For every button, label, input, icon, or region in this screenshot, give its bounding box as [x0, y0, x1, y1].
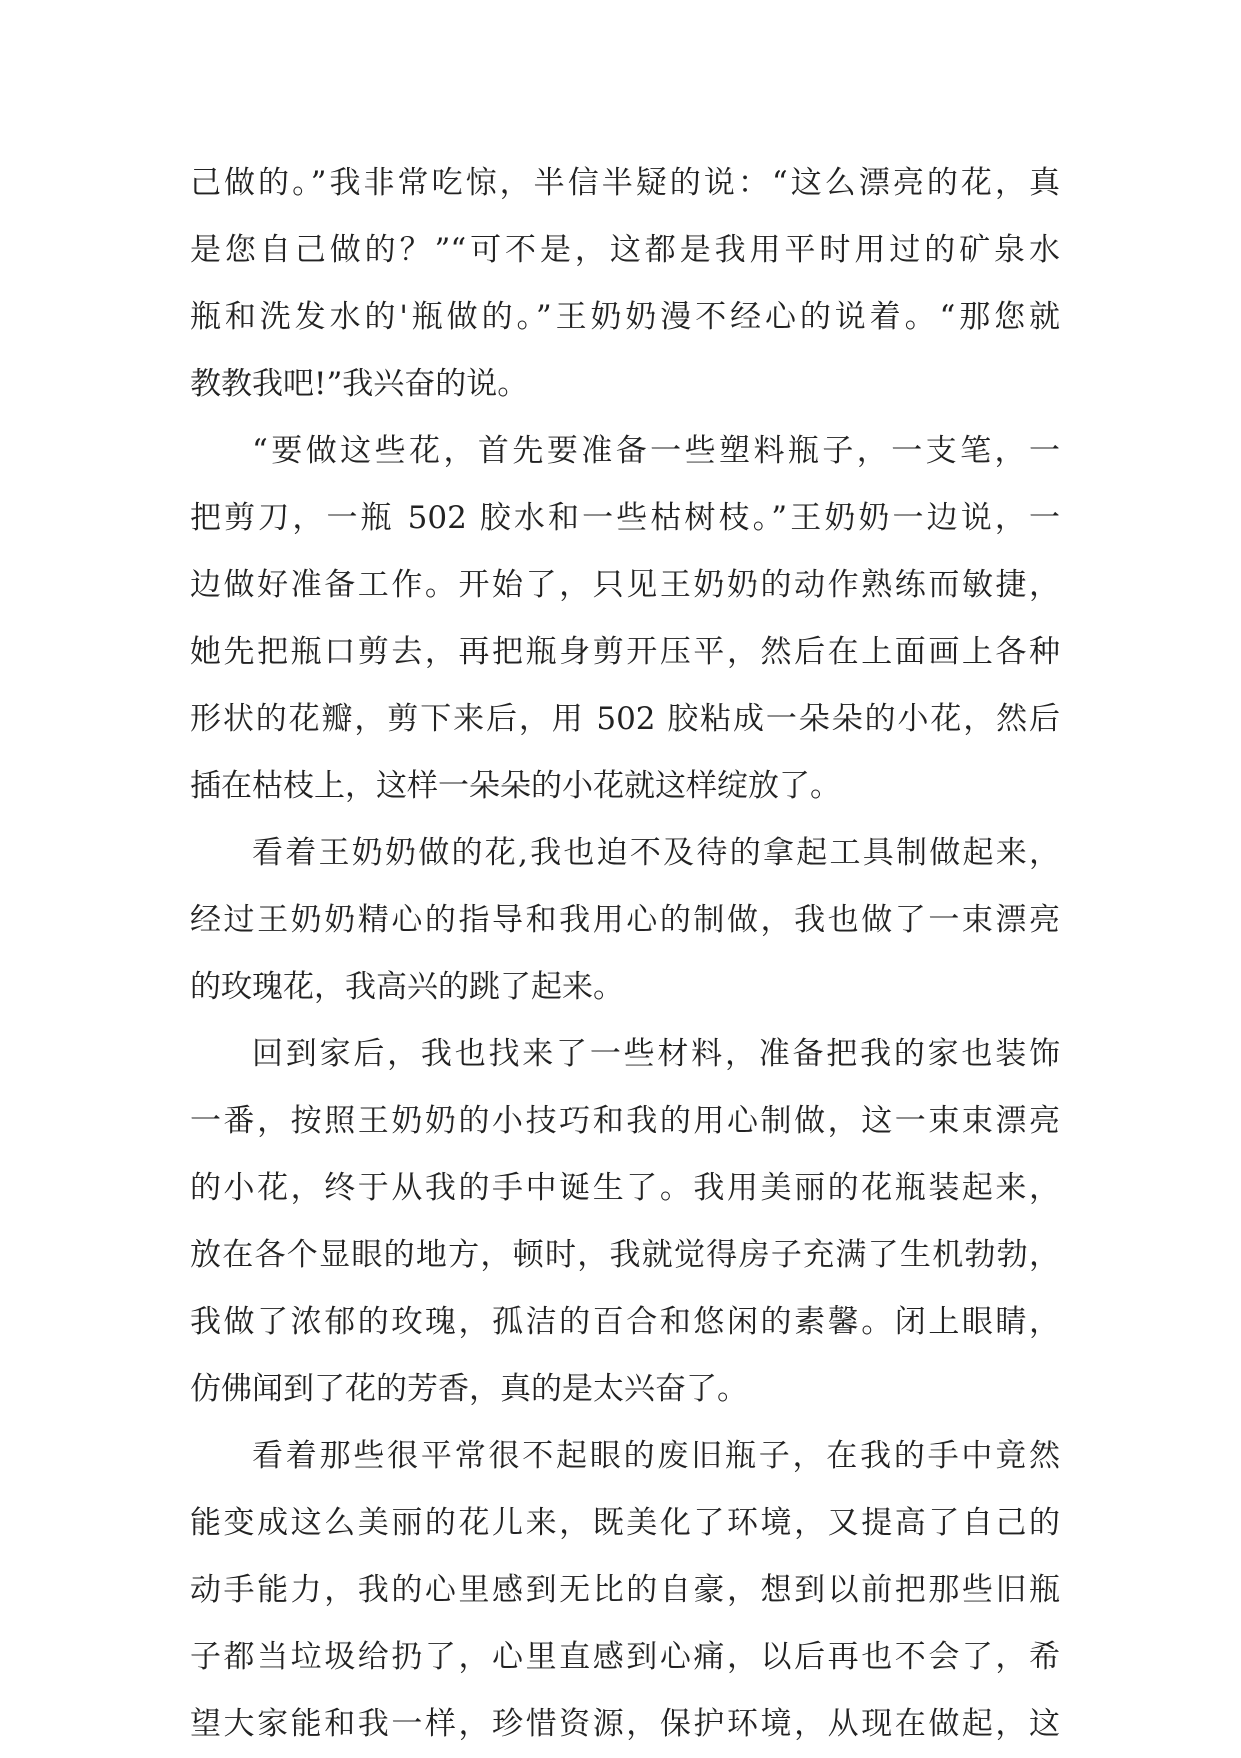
text-line: 回到家后，我也找来了一些材料，准备把我的家也装饰: [252, 1036, 1060, 1072]
text-line: 动手能力，我的心里感到无比的自豪，想到以前把那些旧瓶: [190, 1572, 1060, 1608]
text-line: 瓶和洗发水的'瓶做的。”王奶奶漫不经心的说着。“那您就: [190, 299, 1060, 335]
text-line: 子都当垃圾给扔了，心里直感到心痛，以后再也不会了，希: [190, 1639, 1060, 1675]
text-line: 把剪刀，一瓶 502 胶水和一些枯树枝。”王奶奶一边说，一: [190, 500, 1060, 536]
text-line: 形状的花瓣，剪下来后，用 502 胶粘成一朵朵的小花，然后: [190, 701, 1060, 737]
paragraph-4: [190, 1021, 1060, 1423]
paragraph-3: [190, 820, 1060, 1021]
text-line: 她先把瓶口剪去，再把瓶身剪开压平，然后在上面画上各种: [190, 634, 1060, 670]
text-line: 看着王奶奶做的花,我也迫不及待的拿起工具制做起来，: [252, 835, 1060, 871]
text-line: 一番，按照王奶奶的小技巧和我的用心制做，这一束束漂亮: [190, 1103, 1060, 1139]
text-line: 己做的。”我非常吃惊，半信半疑的说：“这么漂亮的花，真: [190, 165, 1060, 201]
text-line: 能变成这么美丽的花儿来，既美化了环境，又提高了自己的: [190, 1505, 1060, 1541]
text-line: “要做这些花，首先要准备一些塑料瓶子，一支笔，一: [252, 433, 1060, 469]
text-line: 看着那些很平常很不起眼的废旧瓶子，在我的手中竟然: [252, 1438, 1060, 1474]
document-body: [190, 150, 1060, 1758]
text-line: 教教我吧!”我兴奋的说。: [190, 366, 529, 402]
text-line: 的小花，终于从我的手中诞生了。我用美丽的花瓶装起来，: [190, 1170, 1060, 1206]
text-line: 是您自己做的？”“可不是，这都是我用平时用过的矿泉水: [190, 232, 1060, 268]
paragraph-5: [190, 1423, 1060, 1758]
text-line: 仿佛闻到了花的芳香，真的是太兴奋了。: [190, 1371, 748, 1407]
text-line: 望大家能和我一样，珍惜资源，保护环境，从现在做起，这: [190, 1706, 1060, 1742]
text-line: 边做好准备工作。开始了，只见王奶奶的动作熟练而敏捷，: [190, 567, 1060, 603]
paragraph-2: [190, 418, 1060, 820]
text-line: 插在枯枝上，这样一朵朵的小花就这样绽放了。: [190, 768, 841, 804]
text-line: 的玫瑰花，我高兴的跳了起来。: [190, 969, 624, 1005]
text-line: 经过王奶奶精心的指导和我用心的制做，我也做了一束漂亮: [190, 902, 1060, 938]
text-line: 我做了浓郁的玫瑰，孤洁的百合和悠闲的素馨。闭上眼睛，: [190, 1304, 1060, 1340]
text-line: 放在各个显眼的地方，顿时，我就觉得房子充满了生机勃勃，: [190, 1237, 1060, 1273]
paragraph-1: [190, 150, 1060, 418]
